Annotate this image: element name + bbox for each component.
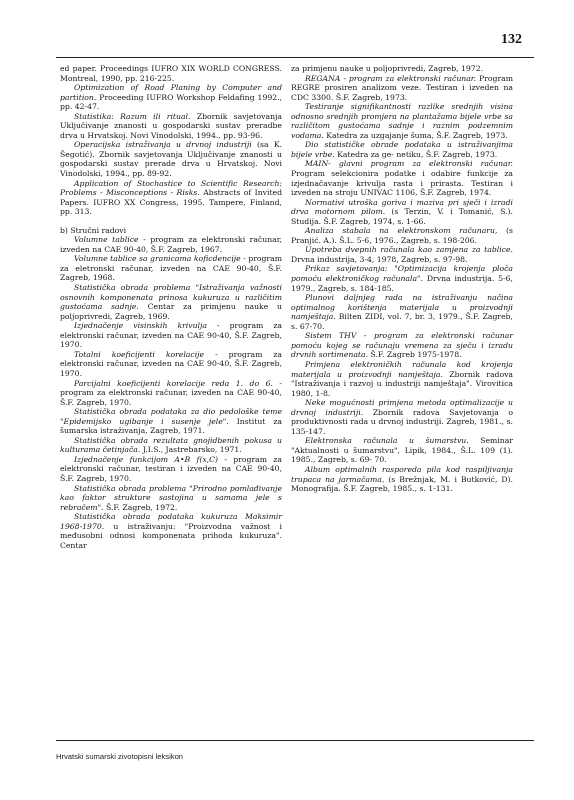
page-number: 132 [501, 32, 522, 47]
bibliography-entry [291, 159, 513, 197]
bibliography-entry [291, 360, 513, 398]
bibliography-entry [291, 398, 513, 436]
bibliography-entry [291, 293, 513, 331]
bibliography-entry [291, 465, 513, 494]
bibliography-entry [60, 350, 282, 379]
entry-text: Centar za primjenu nauke u poljoprivredi, Zagreb, 1969. [60, 302, 282, 321]
bibliography-entry [60, 436, 282, 455]
entry-title: Statistička obrada problema "Istraživanja važnosti osnovnih komponenata prinosa kukuruza u različitim gustoćama sadnje. [60, 283, 282, 312]
entry-text: - program za elektronski računar, izveden na CAE 90-40, Š.F. Zagreb, 1967. [60, 235, 282, 254]
entry-title: Primjena elektroničkih računala kod krojenja materijala u proizvodnji namještaja. [291, 359, 513, 379]
bibliography-entry [60, 379, 282, 408]
entry-text: - program za elektronski računar, izveden na CAE 90-40, Š.F. Zagreb, 1970. [60, 349, 282, 378]
entry-title: Optimization of Road Planing by Computer and partition. [60, 83, 282, 102]
bibliography-entry [291, 264, 513, 293]
entry-title: Volumne tablice sa granicama koficdencije [74, 254, 241, 264]
entry-title: Izjednačenje visinskih krivulja [74, 321, 207, 331]
entry-text: ed paper. Proceedings IUFRO XIX WORLD CONGRESS. Montreal, 1990, pp. 216-225. [60, 64, 282, 83]
bibliography-entry [60, 455, 282, 484]
entry-text: (s Pranjić. A.). Š.L. 5-6, 1976., Zagreb, s. 198-206. [291, 226, 514, 245]
entry-text: Zbornik radova Savjetovanja o produktivnosti rada u drvnoj industriji. Zagreb, 1981., s. 135-147. [291, 407, 513, 436]
left-column [60, 64, 282, 550]
entry-text: Program REGRE prosiren analizom veze. Testiran i izveden na CDC 3300. Š.F. Zagreb, 1973. [291, 73, 513, 102]
bibliography-entry [60, 254, 282, 283]
bibliography-entry [60, 512, 282, 550]
entry-title: Dio statističke obrade podataka u istraživanjima bijele vrbe. [291, 140, 513, 159]
entry-text: u istraživanju: "Proizvodna važnost i međusobni odnosi komponenata prihoda kukuruza". Centar [60, 521, 282, 550]
entry-text: Institut za šumarska istraživanja, Zagreb, 1971. [60, 416, 282, 436]
entry-text: Bilten ZIDI, vol. 7, br. 3, 1979., Š.F. Zagreb, s. 67-70. [291, 312, 513, 331]
bibliography-entry [291, 226, 513, 245]
entry-title: Upotreba dvepnih računala kao zamjena za tablice. [305, 245, 513, 255]
bibliography-entry [291, 140, 513, 159]
entry-text: - program za elektronski računar, testiran i izveden na CAE 90-40, Š.F. Zagreb, 1970. [60, 454, 282, 483]
entry-title: Sistem THV - program za elektronski računar pomoću kojeg se računaju vremena za sječu i izradu drvnih sortimenata. [291, 331, 513, 360]
entry-text: Drvna industrija, 3-4, 1978, Zagreb, s. 97-98. [291, 254, 468, 264]
entry-text: b) Stručni radovi [60, 225, 127, 235]
bibliography-entry [291, 245, 513, 264]
bibliography-entry [291, 74, 513, 103]
entry-title: REGANA - program za elektronski računar. [305, 73, 477, 83]
entry-title: Statistička obrada rezultata gnojidbenih pokusa u kulturama četinjača. [60, 435, 282, 455]
entry-text: Drvna industrija. 5-6, 1979., Zagreb, s. 184-185. [291, 274, 513, 293]
bibliography-entry [60, 226, 282, 236]
entry-title: Totalni koeficijenti korelacije [74, 349, 205, 359]
entry-text: Katedra za ge- netiku, Š.F. Zagreb, 1973. [334, 149, 498, 159]
entry-title: Statistika: Razum ili ritual. [74, 111, 191, 121]
entry-title: Testiranje signifikantnosti razlike srednjih visina odnosno srednjih promjera na plantažama bijele vrbe sa različitom gustoćama sadnje i raznim podzemnim vodama. [291, 102, 513, 140]
bibliography-entry [60, 484, 282, 513]
entry-title: Album optimalnih rasporeda pila kod raspiljivanja trupaca na jarmačama, [291, 464, 513, 484]
footer-rule [56, 740, 534, 741]
bibliography-entry [291, 331, 513, 360]
bibliography-entry [60, 283, 282, 321]
entry-title: Statistička obrada podataka kukuruza Maksimir 1968-1970. [60, 512, 282, 531]
bibliography-entry [291, 198, 513, 227]
entry-text: Program selekcionira podatke i odabire funkcije za izjednačavanje krivulja rasta i prirasta. Testiran i izveden na stroju UNIVAC 1106, Š.F. Zagreb, 1974. [291, 169, 513, 198]
bibliography-entry [60, 64, 282, 83]
entry-title: Statistička obrada podataka za dio pedološke teme "Epidemijsko ugibanje i susenje jele". [60, 407, 282, 426]
bibliography-entry [60, 235, 282, 254]
entry-title: Application of Stochastice to Scientific Research: Problems - Misconceptions - Risks. [60, 178, 282, 198]
entry-text: Proceeding IUFRO Workshop Feldafing 1992., pp. 42-47. [60, 92, 282, 112]
bibliography-entry [291, 64, 513, 74]
bibliography-entry [291, 102, 513, 140]
entry-text: - program za elektronski računar, izveden na CAE 90-40, Š.F. Zagreb, 1970. [60, 378, 282, 407]
entry-title: Plunovi daljnjeg rada na istraživanju načina optimalnog korištenja materijala u proizvodnji namještaja. [291, 293, 513, 322]
bibliography-entry [291, 436, 513, 465]
header-rule [56, 57, 534, 58]
entry-title: Elektronska računala u šumarstvu. [305, 436, 469, 446]
entry-text: za primjenu nauke u poljoprivredi, Zagreb, 1972. [291, 64, 484, 73]
bibliography-entry [60, 83, 282, 112]
entry-text: - program za elektronski računar, izveden na CAE 90-40, Š.F. Zagreb, 1970. [60, 321, 282, 350]
bibliography-entry [60, 112, 282, 141]
entry-text: Š.F. Zagreb 1975-1978. [368, 350, 462, 360]
entry-title: Statistička obrada problema "Prirodno pomlađivanje kao faktor strukture sastojina u samama jele s rebračem". [60, 483, 282, 512]
entry-title: Normativi utroška goriva i maziva pri sječi i izradi drva motornom pilom. [291, 197, 513, 217]
entry-text: Š.F. Zagreb, 1972. [103, 502, 178, 512]
right-column [291, 64, 513, 494]
bibliography-entry [60, 407, 282, 436]
entry-text: - program za eletronski računar, izveden na CAE 90-40, Š.F. Zagreb, 1968. [60, 254, 282, 283]
entry-text: Seminar "Aktualnosti u šumarstvu", Lipik, 1984., Š.L. 109 (1). 1985., Zagreb, s. 69- 70. [291, 436, 513, 465]
entry-title: Izjednačenje funkcijom A•B f(x,C) [74, 454, 218, 464]
bibliography-entry [60, 179, 282, 217]
entry-text: (sa K. Šegotić). Zbornik savjetovanja Uključivanje znanosti u gospodarski sustav prerade drva u Hrvatskoj. Novi Vinodolski, 1994., pp. 89-92. [60, 140, 283, 179]
entry-title: Analiza stabala na elektronskom računaru, [305, 226, 498, 236]
bibliography-entry [60, 321, 282, 350]
footer-title: Hrvatski sumarski zivotopisni leksikon [56, 752, 184, 761]
entry-title: Operacijska istraživanja u drvnoj industriji [74, 140, 252, 150]
entry-text: (s Terzin, V. i Tomanić, S.). Studija. Š.F. Zagreb, 1974, s. 1-66. [291, 207, 513, 226]
entry-title: Parcijalni koeficijenti korelacije reda 1. do 6. [74, 378, 273, 388]
entry-title: Neke mogućnosti primjena metoda optimalizacije u drvnoj industriji. [291, 398, 513, 417]
entry-text: Abstracts of Invited Papers. IUFRO XX Congress, 1995. Tampere, Finland, pp. 313. [60, 188, 283, 217]
bibliography-entry [60, 140, 282, 178]
entry-text: Zbornik radova "Istraživanja i razvoj u industriji namještaja". Virovitica 1980, 1-8. [291, 369, 513, 398]
entry-title: Volumne tablice [74, 235, 139, 245]
entry-title: Prikaz savjetovanja: "Optimizacija krojenja ploča pomoću elektroničkog računala". [291, 264, 513, 284]
entry-text: Katedra za uzgajanje šuma, Š.F. Zagreb, 1973. [323, 130, 508, 140]
entry-title: MAIN- glavni program za elektronski računar. [305, 159, 513, 169]
entry-text: Zbornik savjetovanja Uključivanje znanosti u gospodarski sustav preradbe drva u Hrvatskoj. Novi Vinodolski, 1994., pp. 93-96. [60, 111, 282, 140]
entry-text: (s Brežnjak, M. i Butković, D). Monografija. Š.F. Zagreb, 1985., s. 1-131. [291, 474, 513, 494]
entry-text: J.I.S., Jastrebarsko, 1971. [140, 445, 242, 455]
